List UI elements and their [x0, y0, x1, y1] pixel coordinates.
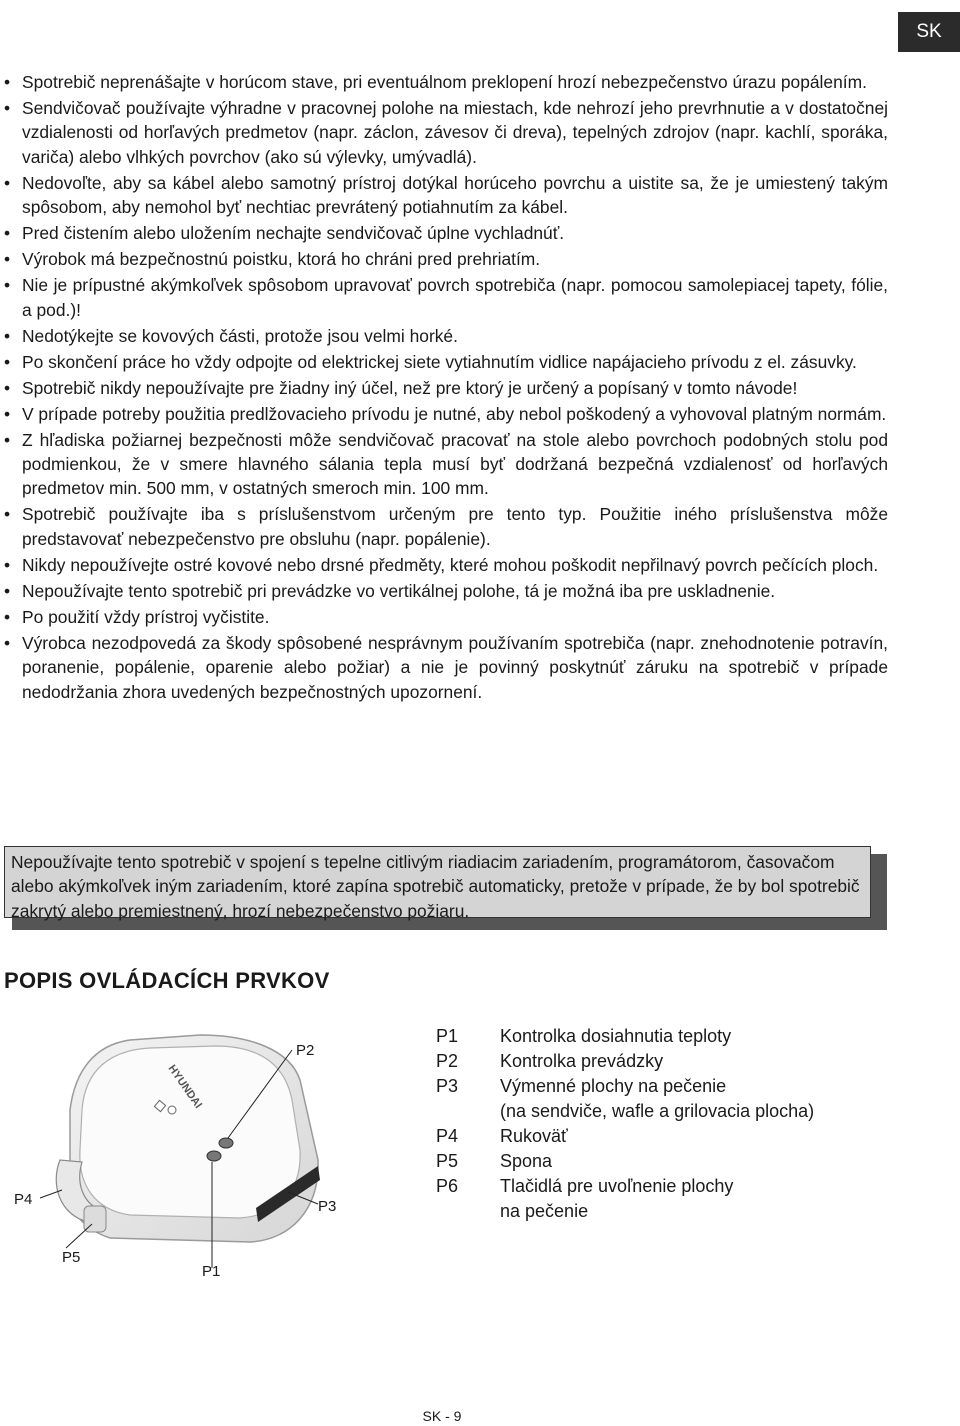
part-description: Kontrolka prevádzky — [500, 1051, 664, 1071]
bullet-marker: • — [4, 504, 11, 525]
part-code: P5 — [436, 1151, 459, 1171]
part-code — [436, 1199, 500, 1224]
bullet-marker: • — [4, 403, 11, 424]
part-description: Spona — [500, 1151, 553, 1171]
bullet-text: Po skončení práce ho vždy odpojte od elektrickej siete vytiahnutím vidlice napájacieho prívodu z el. zásuvky. — [22, 351, 857, 372]
language-tab: SK — [898, 12, 960, 52]
bullet-marker: • — [4, 351, 11, 372]
bullet-marker: • — [4, 223, 11, 244]
sandwich-maker-illustration — [0, 1010, 420, 1290]
part-description: Tlačidlá pre uvoľnenie plochy — [500, 1176, 734, 1196]
safety-bullet-item — [4, 428, 888, 501]
part-row — [436, 1199, 906, 1224]
safety-instructions-list — [4, 70, 888, 706]
fire-warning-box: Nepoužívajte tento spotrebič v spojení s tepelne citlivým riadiacim zariadením, programátorom, časovačom alebo akýmkoľvek iným zariadením, ktoré zapína spotrebič automaticky, pretože v prípade, že by bol spotrebič zakrytý alebo premiestnený, hrozí nebezpečenstvo požiaru. — [4, 846, 871, 918]
bullet-text: V prípade potreby použitia predlžovacieho prívodu je nutné, aby nebol poškodený a vyhovoval platným normám. — [22, 403, 887, 424]
label-p3: P3 — [318, 1198, 337, 1215]
part-row — [436, 1099, 906, 1124]
bullet-text: Po použití vždy prístroj vyčistite. — [22, 606, 270, 627]
bullet-text: Sendvičovač používajte výhradne v pracovnej polohe na miestach, kde nehrozí jeho prevrhnutie a v dostatočnej vzdialenosti od horľavých predmetov (napr. záclon, závesov či dreva), tepelných zdrojov (napr. kachlí, sporáka, variča) alebo vlhkých povrchov (ako sú výlevky, umývadlá). — [22, 98, 888, 167]
part-row — [436, 1024, 906, 1049]
part-description: Výmenné plochy na pečenie — [500, 1076, 727, 1096]
part-description: Rukoväť — [500, 1126, 568, 1146]
bullet-marker: • — [4, 275, 11, 296]
safety-bullet-item — [4, 579, 888, 603]
appliance-lid — [80, 1046, 300, 1218]
bullet-text: Nikdy nepoužívejte ostré kovové nebo drsné předměty, které mohou poškodit nepřilnavý povrch pečících ploch. — [22, 554, 879, 575]
label-p5: P5 — [62, 1249, 81, 1266]
bullet-marker: • — [4, 554, 11, 575]
safety-bullet-item — [4, 553, 888, 577]
indicator-light-p1 — [207, 1151, 221, 1161]
part-code: P1 — [436, 1026, 459, 1046]
part-code: P6 — [436, 1176, 459, 1196]
bullet-text: Výrobok má bezpečnostnú poistku, ktorá ho chráni pred prehriatím. — [22, 249, 541, 270]
bullet-marker: • — [4, 580, 11, 601]
bullet-marker: • — [4, 377, 11, 398]
label-p4: P4 — [14, 1191, 33, 1208]
part-description: na pečenie — [500, 1201, 589, 1221]
bullet-text: Nedotýkejte se kovových části, protože jsou velmi horké. — [22, 325, 458, 346]
bullet-text: Spotrebič neprenášajte v horúcom stave, pri eventuálnom preklopení hrozí nebezpečenstvo úrazu popálením. — [22, 72, 867, 92]
safety-bullet-item — [4, 324, 888, 348]
part-row — [436, 1149, 906, 1174]
safety-bullet-item — [4, 247, 888, 271]
safety-bullet-item — [4, 631, 888, 704]
safety-bullet-item — [4, 221, 888, 245]
part-row — [436, 1049, 906, 1074]
part-row — [436, 1124, 906, 1149]
safety-bullet-item — [4, 70, 888, 94]
parts-legend — [436, 1024, 906, 1224]
bullet-text: Z hľadiska požiarnej bezpečnosti môže sendvičovač pracovať na stole alebo povrchoch podobných stolu pod podmienkou, že v smere hlavného sálania tepla musí byť dodržaná bezpečná vzdialenosť od horľavých predmetov min. 500 mm, v ostatných smeroch min. 100 mm. — [22, 429, 888, 499]
bullet-marker: • — [4, 325, 11, 346]
label-p1: P1 — [202, 1263, 221, 1280]
bullet-marker: • — [4, 172, 11, 193]
part-description: (na sendviče, wafle a grilovacia plocha) — [500, 1101, 815, 1121]
part-description: Kontrolka dosiahnutia teploty — [500, 1026, 732, 1046]
bullet-marker: • — [4, 429, 11, 450]
safety-bullet-item — [4, 502, 888, 551]
bullet-marker: • — [4, 632, 11, 653]
bullet-text: Nie je prípustné akýmkoľvek spôsobom upravovať povrch spotrebiča (napr. pomocou samolepiacej tapety, fólie, a pod.)! — [22, 275, 888, 320]
bullet-text: Spotrebič používajte iba s príslušenstvom určeným pre tento typ. Použitie iného príslušenstva môže predstavovať nebezpečenstvo pre obsluhu (napr. popálenie). — [22, 504, 888, 549]
bullet-text: Nepoužívajte tento spotrebič pri prevádzke vo vertikálnej polohe, tá je možná iba pre uskladnenie. — [22, 580, 776, 601]
label-p2: P2 — [296, 1042, 315, 1059]
safety-bullet-item — [4, 96, 888, 169]
safety-bullet-item — [4, 605, 888, 629]
brand-logo: HYUNDAI — [165, 1062, 205, 1111]
page-number: SK - 9 — [422, 1408, 462, 1424]
bullet-marker: • — [4, 72, 11, 92]
bullet-marker: • — [4, 98, 11, 118]
safety-bullet-item — [4, 376, 888, 400]
bullet-marker: • — [4, 606, 11, 627]
bullet-text: Spotrebič nikdy nepoužívajte pre žiadny iný účel, než pre ktorý je určený a popísaný v tomto návode! — [22, 377, 798, 398]
bullet-marker: • — [4, 249, 11, 270]
safety-bullet-item — [4, 273, 888, 322]
section-title: POPIS OVLÁDACÍCH PRVKOV — [4, 968, 330, 993]
bullet-text: Nedovoľte, aby sa kábel alebo samotný prístroj dotýkal horúceho povrchu a uistite sa, že je umiestený takým spôsobom, aby nemohol byť nechtiac prevrátený potiahnutím za kábel. — [22, 172, 888, 218]
part-row — [436, 1074, 906, 1099]
part-row — [436, 1174, 906, 1199]
part-code — [436, 1099, 500, 1124]
safety-bullet-item — [4, 350, 888, 374]
bullet-text: Výrobca nezodpovedá za škody spôsobené nesprávnym používaním spotrebiča (napr. znehodnotenie potravín, poranenie, popálenie, oparenie alebo požiar) a nie je povinný poskytnúť záruku na spotrebič v prípade nedodržania zhora uvedených bezpečnostných upozornení. — [22, 632, 888, 702]
part-code: P2 — [436, 1051, 459, 1071]
bullet-text: Pred čistením alebo uložením nechajte sendvičovač úplne vychladnúť. — [22, 223, 565, 244]
safety-bullet-item — [4, 402, 888, 426]
safety-bullet-item — [4, 171, 888, 220]
part-code: P4 — [436, 1126, 459, 1146]
indicator-light-p2 — [219, 1138, 233, 1148]
part-code: P3 — [436, 1076, 459, 1096]
